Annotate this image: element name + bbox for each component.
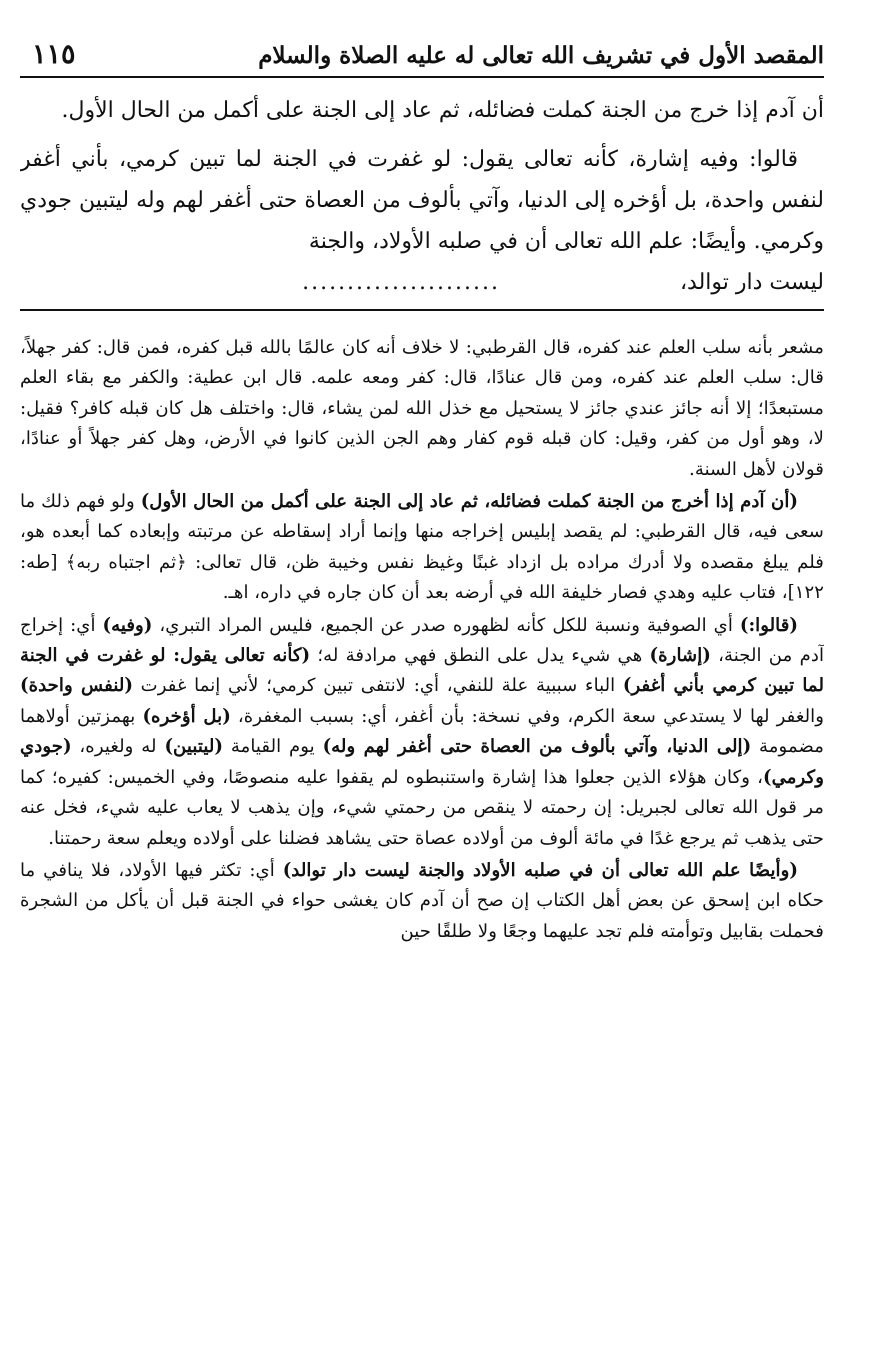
quoted-main-text: (وأيضًا علم الله تعالى أن في صلبه الأولاد والجنة ليست دار توالد)	[282, 859, 798, 881]
paren-close: )	[140, 491, 150, 513]
book-page	[20, 36, 824, 1346]
running-header	[20, 36, 824, 78]
commentary-text-span: ولو فهم ذلك ما سعى فيه، قال القرطبي: لم يقصد إبليس إخراجه منها وإنما أراد إسقاطه عن مرتبته وإبعاده كما أبعده هو، فلم يبلغ مقصده ولا أدرك مراده بل ازداد غبنًا وغيظ نفس وخيبة ظن، قال تعالى:	[20, 491, 824, 573]
commentary-text-span: بهمزتين أولاهما مضمومة	[20, 705, 824, 758]
page-number: ١١٥	[32, 39, 76, 70]
main-text-paragraph-1: أن آدم إذا خرج من الجنة كملت فضائله، ثم عاد إلى الجنة على أكمل من الحال الأول.	[61, 98, 824, 123]
quoted-main-text: (لنفس واحدة)	[20, 675, 133, 697]
commentary-text-span: هي شيء يدل على النطق فهي مرادفة له؛	[310, 645, 650, 667]
commentary-text-span: أي: تكثر فيها الأولاد، فلا ينافي ما حكاه ابن إسحق عن بعض أهل الكتاب إن صح أن آدم كان يغشى حواء في الجنة قبل أن يأكل من الشجرة فحملت بقابيل وتوأمته فلم تجد عليهما وجعًا ولا طلقًا حين	[20, 859, 824, 942]
header-title: المقصد الأول في تشريف الله تعالى له عليه الصلاة والسلام	[258, 42, 824, 69]
quoted-main-text: (قالوا:)	[739, 614, 799, 636]
commentary-paragraph-3	[20, 611, 824, 854]
commentary-paragraph-1: مشعر بأنه سلب العلم عند كفره، قال القرطبي: لا خلاف أنه كان عالمًا بالله قبل كفره، فمن قال: كفر جهلاً، قال: سلب العلم عند كفره، ومن قال عنادًا، قال: كفر ومعه علمه. قال ابن عطية: والكفر مع بقاء العلم مستبعدًا؛ إلا أنه جائز عندي جائز لا يستحيل مع خذل الله لمن يشاء، قال: واختلف هل كان قبله كافر؟ فقيل: لا، وهو أول من كفر، وقيل: كان قبله قوم كفار وهم الجن الذين كانوا في الأرض، وهل كفر جهلاً أو عنادًا، قولان لأهل السنة.	[20, 337, 824, 480]
commentary-text-span: [طه: ١٢٢]، فتاب عليه وهدي فصار خليفة الله في أرضه بعد أن كان جاره في داره، اهـ.	[20, 551, 824, 604]
quoted-main-text: (وفيه)	[102, 614, 153, 636]
main-text-last-line-text: ليست دار توالد،	[679, 270, 824, 295]
commentary-text-span: الباء سببية علة للنفي، أي: لانتفى تبين كرمي؛ لأني إنما غفرت	[132, 675, 623, 697]
commentary-text-span: ، وكان هؤلاء الذين جعلوا هذا إشارة واستنبطوه لم يقفوا عليه منصوصًا، وفي الخميس: كفيره؛ كما مر قول الله تعالى لجبريل: إن رحمته لا ينقص من رحمتي شيء، وإن يذهب لا يعاب عليه شيء، فخل عنه حتى يذهب ثم يرجع غدًا في مائة ألوف من أولاده عصاة حتى يشاهد فضلنا على أولاده ويعلم سعة رحمتنا.	[20, 766, 824, 849]
commentary-text-span: أي الصوفية ونسبة للكل كأنه لظهوره صدر عن الجميع، فليس المراد التبري،	[152, 614, 740, 636]
separator-rule	[20, 309, 824, 311]
commentary-text	[20, 333, 824, 947]
quoted-main-text: أن آدم إذا أخرج من الجنة كملت فضائله، ثم عاد إلى الجنة على أكمل من الحال الأول	[149, 491, 790, 513]
quoted-main-text: (بل أؤخره)	[142, 705, 231, 727]
quoted-main-text: (جودي وكرمي)	[20, 736, 824, 788]
commentary-text-span: والغفر لها لا يستدعي سعة الكرم، وفي نسخة: بأن أغفر، أي: بسبب المغفرة،	[230, 705, 824, 727]
quoted-main-text: (ليتبين)	[164, 736, 223, 758]
main-text-last-line	[20, 262, 824, 303]
quoted-main-text: (إلى الدنيا، وآتي بألوف من العصاة حتى أغفر لهم وله)	[322, 736, 752, 758]
main-text-paragraph-2: قالوا: وفيه إشارة، كأنه تعالى يقول: لو غفرت في الجنة لما تبين كرمي، بأني أغفر لنفس واحدة، بل أؤخره إلى الدنيا، وآتي بألوف من العصاة حتى أغفر لهم وله ليتبين جودي وكرمي. وأيضًا: علم الله تعالى أن في صلبه الأولاد، والجنة	[20, 147, 824, 254]
main-text	[20, 90, 824, 303]
commentary-text-span: يوم القيامة	[223, 736, 323, 758]
paren-open: (	[789, 491, 798, 513]
quoted-main-text: (كأنه تعالى يقول: لو غفرت في الجنة لما تبين كرمي بأني أغفر)	[20, 645, 824, 697]
commentary-paragraph-2	[20, 487, 824, 609]
quoted-main-text: (إشارة)	[649, 645, 711, 667]
quran-quote: ﴿ثم اجتباه ربه﴾	[65, 551, 187, 573]
continuation-dots: ......................	[302, 270, 500, 295]
commentary-paragraph-4	[20, 856, 824, 947]
commentary-text-span: له ولغيره،	[71, 736, 165, 758]
commentary-text-span: أي: إخراج آدم من الجنة،	[20, 614, 824, 667]
